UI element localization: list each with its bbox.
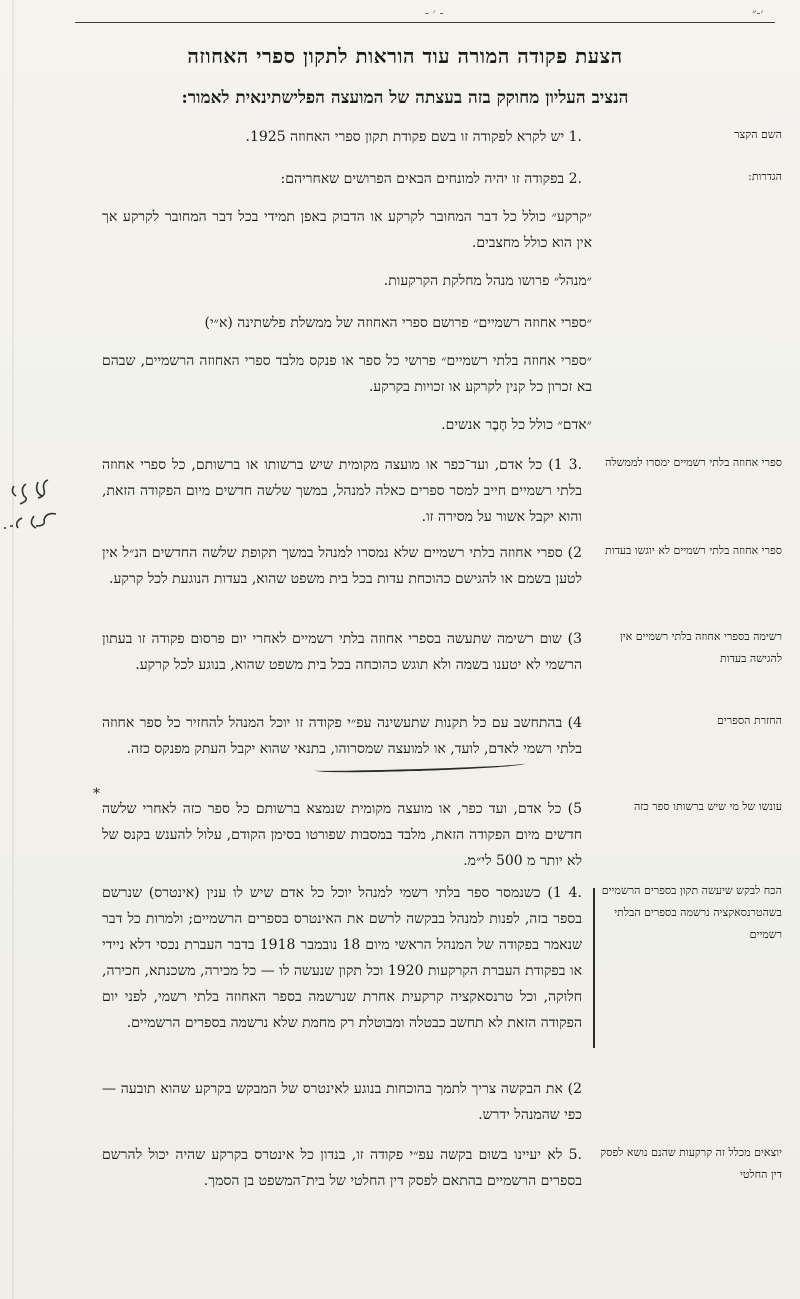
section-4-1-text: .4 1) כשנמסר ספר בלתי רשמי למנהל יוכל כל אדם שיש לו ענין (אינטרס) שנרשם בספר בזה, לפנות למנהל בבקשה לרשם את האינטרס בספרים הרשמיים; ולמרות כל דבר שנאמר בפקודה של המנהל הראשי מיום 18 נובמבר 1918 בדבר העברת נכסי דלא ניידי או בפקודת העברת הקרקעות 1920 וכל תקון שנעשה לו — כל מכירה, משכנתא, חכירה, חלוקה, וכל טרנסאקציה קרקעית אחרת שנרשמה בספר האחוזה בלתי רשמי, לפני יום הפקודה הזאת לא תחשב כבטלה ומבוטלת רק מחמת שלא נרשמה בספרים הרשמיים.	[102, 885, 582, 1031]
section-2-text: .2 בפקודה זו יהיה למונחים הבאים הפרושים שאחריהם:	[280, 171, 582, 187]
section-4-2-text: 2) את הבקשה צריך לתמך בהוכחות בנוגע לאינטרס של המבקש בקרקע שהוא תובעה — כפי שהמנהל ידרש.	[102, 1081, 582, 1123]
margin-note-deliver-books: ספרי אחוזה בלתי רשמיים ימסרו לממשלה	[605, 456, 782, 469]
document-title: הצעת פקודה המורה עוד הוראות לתקון ספרי האחוזה	[187, 44, 623, 68]
definition-land: ״קרקע״ כולל כל דבר המחובר לקרקע או הדבוק באפן תמידי בכל דבר המחובר לקרקע אך אין הוא כולל מחצבים.	[102, 209, 592, 251]
page-mark-right: ׳-״	[752, 6, 764, 20]
margin-note-entries-not-evidence: רשימה בספרי אחוזה בלתי רשמיים אין להגישה בעדות	[619, 630, 782, 665]
section-3-3-text: 3) שום רשימה שתעשה בספרי אחוזה בלתי רשמיים לאחרי יום פרסום פקודה זו בעתון הרשמי לא יטענו בשמה ולא תוגש כהוכחה בכל בית משפט שהוא, בנוגע לכל קרקע.	[102, 631, 582, 673]
enacting-clause: הנציב העליון מחוקק בזה בעצתה של המועצה הפלישתינאית לאמור:	[181, 88, 629, 108]
definition-director: ״מנהל״ פרושו מנהל מחלקת הקרקעות.	[383, 273, 592, 289]
section-3-1-text: .3 1) כל אדם, ועד־כפר או מועצה מקומית שיש ברשותו או ברשותם, כל ספרי אחוזה בלתי רשמיים חייב למסר ספרים כאלה למנהל, במשך שלשה חדשים מיום הפקודה הזאת, והוא יקבל אשור על מסירה זו.	[102, 457, 583, 525]
margin-note-return-books: החזרת הספרים	[716, 714, 782, 727]
margin-note-exceptions: יוצאים מכלל זה קרקעות שהנם נושא לפסק דין החלטי	[600, 1146, 782, 1181]
handwritten-bracket	[585, 888, 595, 1048]
handwritten-underline	[315, 760, 525, 773]
definition-person: ״אדם״ כולל כל חֶבֶר אנשים.	[441, 417, 592, 433]
section-3-4-text: 4) בהתחשב עם כל תקנות שתעשינה עפ״י פקודה זו יוכל המנהל להחזיר כל ספר אחוזה בלתי רשמי לאדם, לועד, או למועצה שמסרוהו, בתנאי שהוא יקבל העתק מפנקס כזה.	[102, 715, 582, 757]
page-mark-center: - ׳ -	[425, 6, 444, 20]
margin-note-request-correction: הכח לבקש שיעשה תקון בספרים הרשמיים בשהטרנסאקציה נרשמה בספרים הבלתי רשמיים	[601, 884, 782, 941]
section-1-text: .1 יש לקרא לפקודה זו בשם פקודת תקון ספרי האחוזה 1925.	[245, 129, 582, 145]
asterisk-mark: *	[93, 786, 100, 802]
margin-note-short-title: השם הקצר	[734, 128, 782, 141]
margin-note-penalty: עונשו של מי שיש ברשותו ספר כזה	[633, 800, 782, 813]
margin-note-not-evidence: ספרי אחוזה בלתי רשמיים לא יוגשו בעדות	[604, 544, 782, 557]
section-3-2-text: 2) ספרי אחוזה בלתי רשמיים שלא נמסרו למנהל במשך תקופת שלשה החדשים הנ״ל אין לטען בשמם או להגישם כהוכחת עדות בכל בית משפט שהוא, בעדות הנוגעת לכל קרקע.	[102, 545, 582, 587]
definition-unofficial-books: ״ספרי אחוזה בלתי רשמיים״ פרושי כל ספר או פנקס מלבד ספרי האחוזה הרשמיים, שבהם בא זכרון כל קנין לקרקע או זכויות בקרקע.	[102, 353, 592, 395]
section-3-5-text: 5) כל אדם, ועד כפר, או מועצה מקומית שנמצא ברשותם כל ספר כזה לאחרי שלשה חדשים מיום הפקודה הזאת, מלבד במסבות שפורטו בסימן הקודם, עלול להענש בקנס של לא יותר מ 500 לי״מ.	[102, 801, 582, 869]
section-5-text: .5 לא יעיינו בשום בקשה עפ״י פקודה זו, בנדון כל אינטרס בקרקע שהיה יכול להרשם בספרים הרשמיים בהתאם לפסק דין החלטי של בית־המשפט בן הסמך.	[102, 1147, 582, 1189]
header-rule	[75, 22, 775, 23]
handwriting-scribble	[0, 470, 70, 540]
definition-official-books: ״ספרי אחוזה רשמיים״ פרושם ספרי האחוזה של ממשלת פלשתינה (א״י)	[204, 315, 592, 331]
handwritten-annotation	[0, 470, 70, 540]
scan-edge	[12, 0, 14, 1299]
margin-note-definitions: הגדרות:	[748, 170, 782, 183]
